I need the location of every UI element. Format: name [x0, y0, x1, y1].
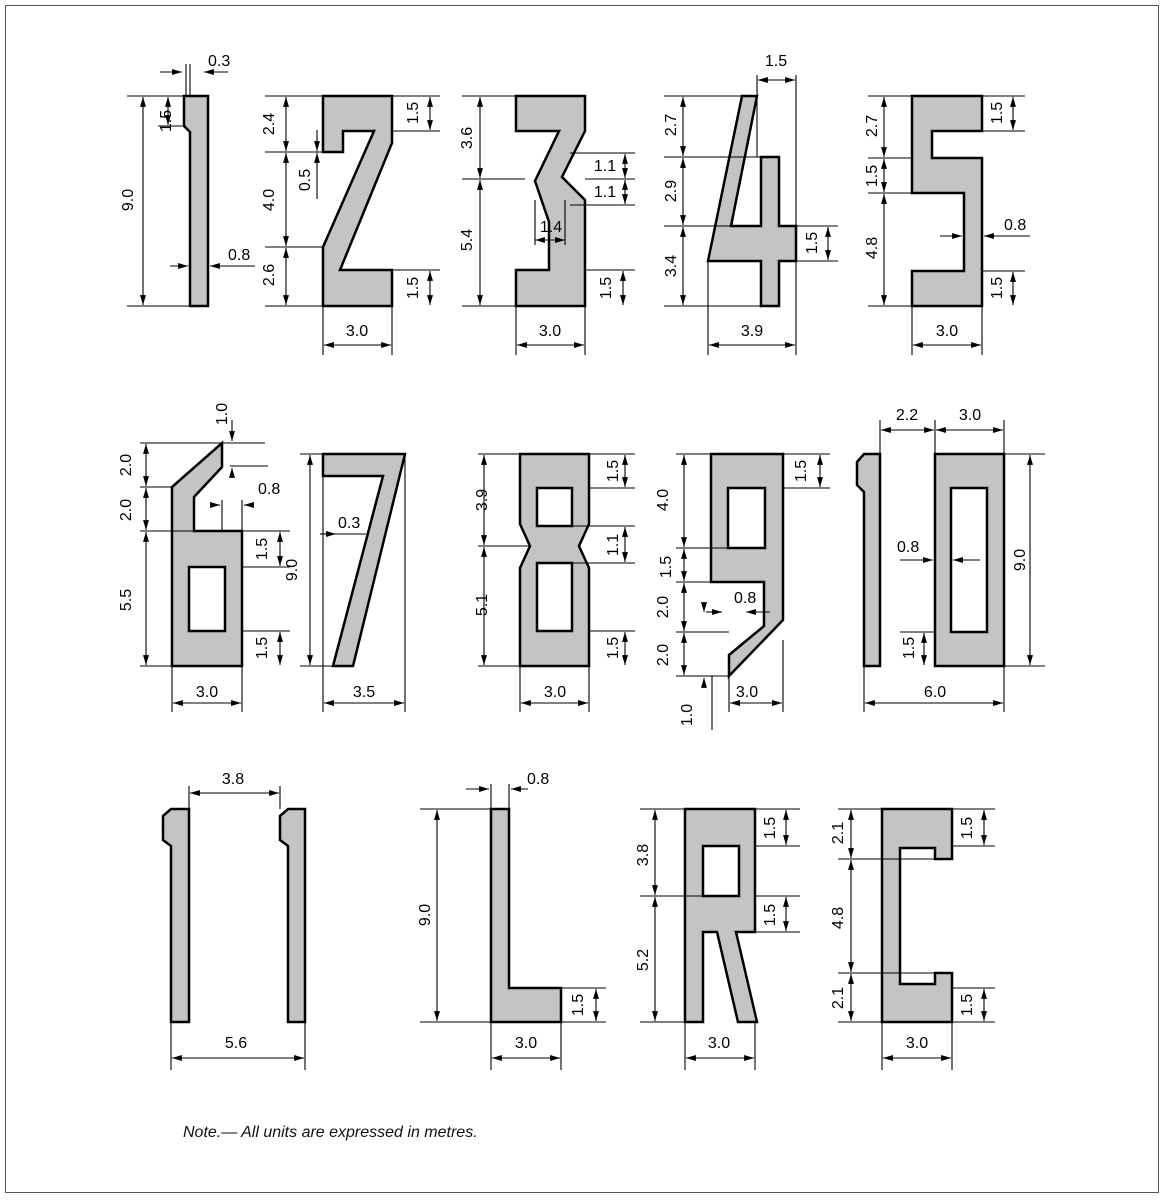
dim-label: 0.8: [897, 539, 920, 556]
letter-C-shape: [882, 809, 952, 1022]
dim-label: 0.8: [734, 590, 757, 607]
dim-label: 3.8: [221, 771, 245, 788]
dim-label: 1.5: [658, 555, 675, 579]
dim-label: 1.0: [214, 402, 231, 426]
dim-label: 2.0: [118, 498, 135, 522]
dim-label: 1.5: [959, 816, 976, 840]
dim-label: 2.0: [118, 453, 135, 477]
dim-label: 3.4: [663, 254, 680, 278]
dim-label: 0.5: [297, 168, 314, 192]
digit-8-shape: [520, 454, 589, 666]
dim-label: 3.0: [905, 1035, 929, 1052]
dim-label: 1.1: [605, 533, 622, 557]
dim-label: 4.0: [261, 188, 278, 212]
digit-5-shape: [912, 96, 982, 306]
dim-label: 9.0: [1012, 548, 1029, 572]
dim-label: 6.0: [923, 684, 947, 701]
digit-8-hole-bottom: [537, 563, 572, 631]
dim-label: 9.0: [417, 903, 434, 927]
dim-label: 1.5: [959, 993, 976, 1017]
digit-9-hole: [728, 488, 765, 548]
digit-11-first-shape: [163, 809, 189, 1022]
dim-label: 3.0: [538, 323, 562, 340]
dim-label: 1.0: [679, 703, 696, 727]
dim-label: 2.1: [830, 821, 847, 845]
dim-label: 5.4: [459, 228, 476, 252]
dim-label: 2.4: [261, 112, 278, 136]
dim-label: 3.6: [459, 126, 476, 150]
units-note: Note.— All units are expressed in metres.: [183, 1124, 478, 1141]
dim-label: 2.0: [655, 595, 672, 619]
dim-label: 3.0: [514, 1035, 538, 1052]
dim-label: 5.6: [224, 1035, 248, 1052]
dim-label: 4.8: [830, 906, 847, 930]
dim-label: 1.5: [598, 276, 615, 300]
dim-label: 1.5: [605, 459, 622, 483]
dim-label: 5.1: [474, 593, 491, 617]
dim-label: 1.5: [254, 537, 271, 561]
dim-label: 3.0: [735, 684, 759, 701]
dim-label: 9.0: [284, 558, 301, 582]
letter-R-shape: [685, 809, 757, 1022]
dim-label: 1.5: [605, 636, 622, 660]
dim-label: 1.4: [539, 219, 563, 236]
dim-label: 0.8: [228, 247, 251, 264]
dim-label: 3.9: [740, 323, 764, 340]
digit-8-hole-top: [537, 488, 572, 526]
dim-label: 3.5: [352, 684, 376, 701]
dim-label: 0.8: [527, 771, 550, 788]
dim-label: 2.7: [663, 113, 680, 137]
dim-label: 1.5: [989, 276, 1006, 300]
dim-label: 1.5: [864, 164, 881, 188]
dim-label: 2.2: [895, 407, 919, 424]
dim-label: 0.8: [1004, 217, 1027, 234]
dim-label: 1.5: [570, 993, 587, 1017]
dim-label: 1.5: [764, 53, 788, 70]
digit-2-shape: [323, 96, 392, 306]
digit-11-second-shape: [280, 809, 305, 1022]
digit-7-shape: [323, 454, 405, 666]
dim-label: 4.0: [655, 488, 672, 512]
dim-label: 3.0: [958, 407, 982, 424]
digit-3-shape: [516, 96, 585, 306]
digit-1-shape: [184, 96, 208, 306]
dim-label: 9.0: [120, 188, 137, 212]
digit-6-hole: [189, 567, 225, 631]
dim-label: 1.5: [762, 816, 779, 840]
dim-label: 5.2: [635, 948, 652, 972]
dim-label: 1.5: [901, 636, 918, 660]
dim-label: 1.1: [593, 158, 617, 175]
dim-label: 5.5: [118, 588, 135, 612]
letter-L-shape: [491, 809, 561, 1022]
dim-label: 3.0: [345, 323, 369, 340]
dim-label: 3.0: [195, 684, 219, 701]
dim-label: 1.5: [158, 109, 175, 133]
dim-label: 1.5: [254, 636, 271, 660]
dim-label: 3.0: [935, 323, 959, 340]
dim-label: 3.0: [707, 1035, 731, 1052]
dim-label: 1.5: [405, 276, 422, 300]
dim-label: 1.5: [762, 903, 779, 927]
dim-label: 1.5: [804, 231, 821, 255]
dim-label: 2.6: [261, 263, 278, 287]
dim-label: 0.3: [338, 515, 361, 532]
letter-R-hole: [703, 846, 739, 896]
dim-label: 2.1: [830, 986, 847, 1010]
dim-label: 2.0: [655, 643, 672, 667]
dim-label: 4.8: [864, 236, 881, 260]
dim-label: 1.5: [405, 101, 422, 125]
dim-label: 3.9: [474, 488, 491, 512]
dim-label: 0.8: [258, 481, 281, 498]
dim-label: 1.5: [989, 101, 1006, 125]
dim-label: 1.1: [593, 184, 617, 201]
digit-4-shape: [708, 96, 796, 306]
dim-label: 2.9: [663, 179, 680, 203]
dim-label: 1.5: [793, 459, 810, 483]
digit-10-one-shape: [857, 454, 880, 666]
dim-label: 3.8: [635, 843, 652, 867]
dim-label: 2.7: [864, 114, 881, 138]
dim-label: 3.0: [543, 684, 567, 701]
dim-label: 0.3: [208, 53, 231, 70]
